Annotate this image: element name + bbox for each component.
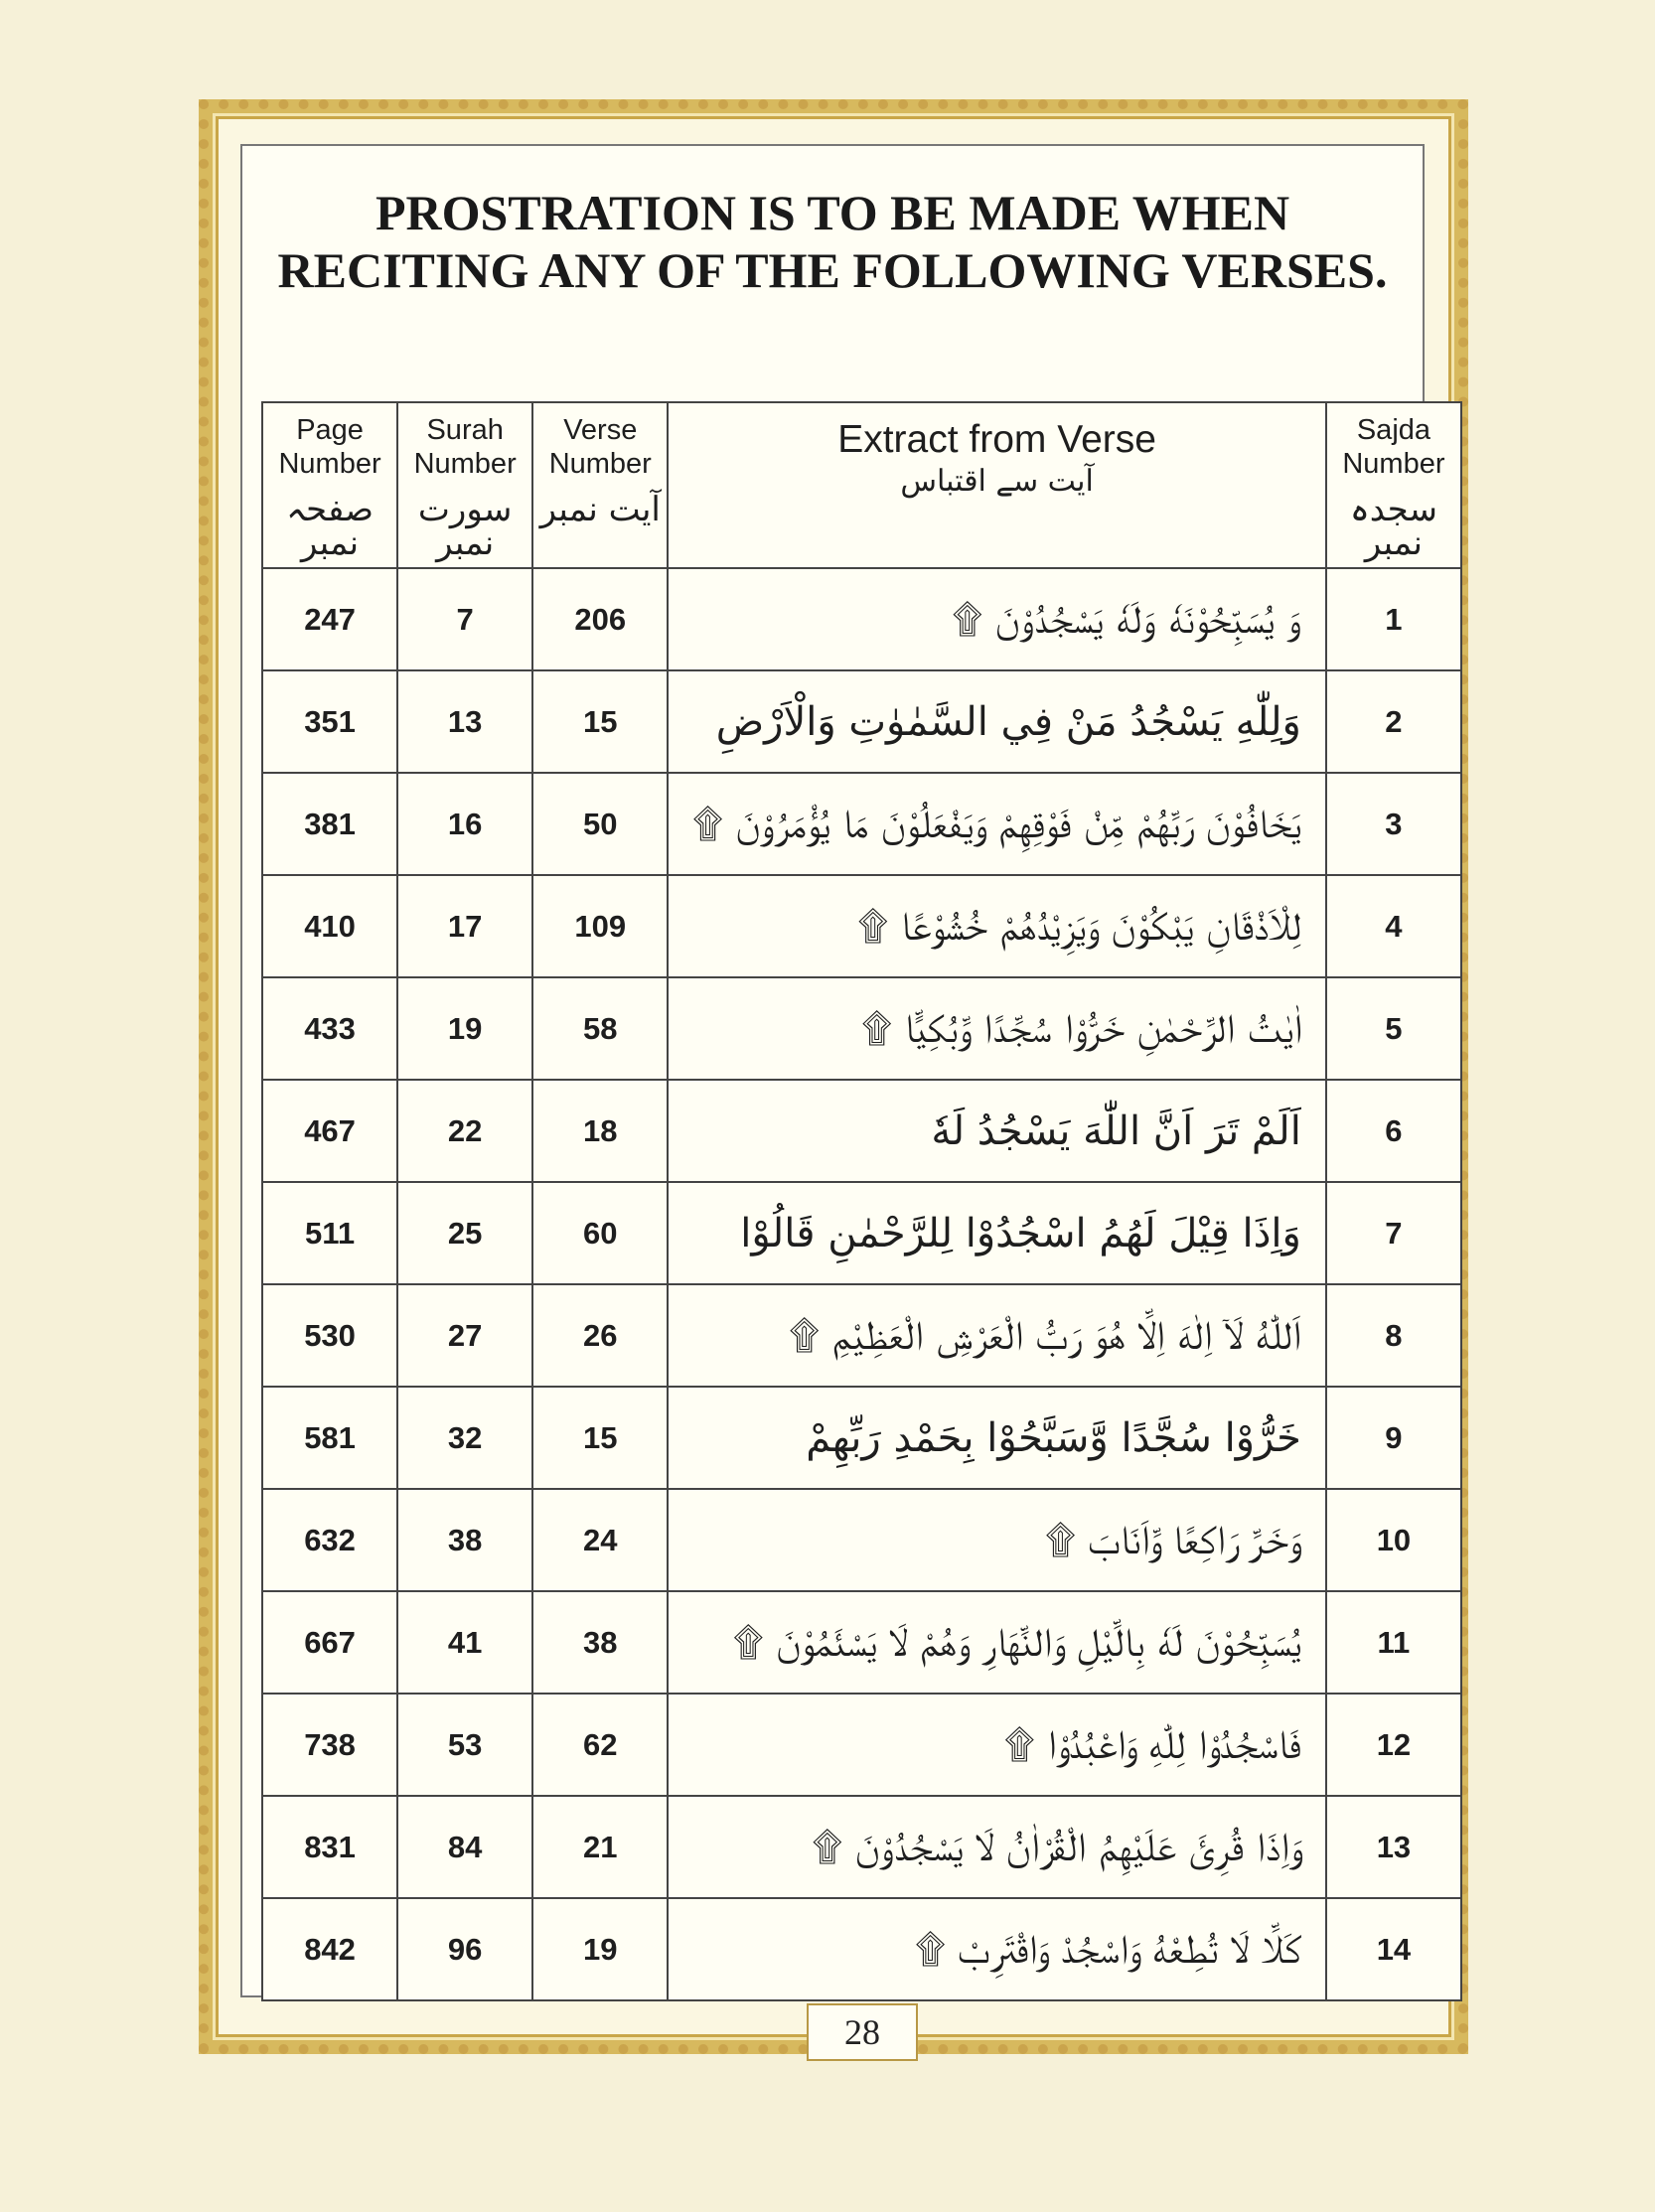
verse-number-cell: 26	[532, 1284, 668, 1387]
surah-number-cell: 96	[397, 1898, 532, 2000]
verse-number-cell: 62	[532, 1694, 668, 1796]
sajda-table	[261, 401, 1462, 2001]
header-verse-label-2: Number	[548, 448, 652, 480]
header-page-label-2: Number	[278, 448, 381, 480]
header-page-number	[262, 402, 397, 568]
verse-number-cell: 15	[532, 1387, 668, 1489]
table-row	[262, 1489, 1461, 1591]
page-number-cell: 667	[262, 1591, 397, 1694]
sajda-number-cell: 2	[1326, 670, 1461, 773]
surah-number-cell: 16	[397, 773, 532, 875]
table-row	[262, 1080, 1461, 1182]
verse-extract-cell: اَلَمْ تَرَ اَنَّ اللّٰهَ يَسْجُدُ لَهٗ	[668, 1080, 1326, 1182]
verse-number-cell: 19	[532, 1898, 668, 2000]
surah-number-cell: 22	[397, 1080, 532, 1182]
table-row	[262, 568, 1461, 670]
verse-number-cell: 21	[532, 1796, 668, 1898]
sajda-number-cell: 6	[1326, 1080, 1461, 1182]
table-row	[262, 670, 1461, 773]
verse-number-cell: 50	[532, 773, 668, 875]
verse-extract-cell: كَلَّا لَا تُطِعْهُ وَاسْجُدْ وَاقْتَرِبْ ۩	[668, 1898, 1326, 2000]
surah-number-cell: 7	[397, 568, 532, 670]
verse-extract-cell: وَاِذَا قِيْلَ لَهُمُ اسْجُدُوْا لِلرَّحْمٰنِ قَالُوْا	[668, 1182, 1326, 1284]
sajda-number-cell: 8	[1326, 1284, 1461, 1387]
header-verse-number	[532, 402, 668, 568]
verse-extract-cell: اَللّٰهُ لَاۤ اِلٰهَ اِلَّا هُوَ رَبُّ الْعَرْشِ الْعَظِيْمِ ۩	[668, 1284, 1326, 1387]
verse-extract-cell: وَلِلّٰهِ يَسْجُدُ مَنْ فِي السَّمٰوٰتِ وَالْاَرْضِ	[668, 670, 1326, 773]
page-title	[240, 184, 1425, 299]
sajda-number-cell: 5	[1326, 977, 1461, 1080]
table-row	[262, 1182, 1461, 1284]
header-surah-label-2: Number	[413, 448, 517, 480]
header-sajda-label-2: Number	[1342, 448, 1445, 480]
title-line-2: RECITING ANY OF THE FOLLOWING VERSES.	[277, 242, 1388, 298]
sajda-number-cell: 4	[1326, 875, 1461, 977]
header-sajda-label-1: Sajda	[1356, 414, 1431, 446]
verse-extract-cell: اٰيٰتُ الرَّحْمٰنِ خَرُّوْا سُجَّدًا وَّبُكِيًّا ۩	[668, 977, 1326, 1080]
page-number-cell: 530	[262, 1284, 397, 1387]
header-surah-number	[397, 402, 532, 568]
page-number-cell: 433	[262, 977, 397, 1080]
sajda-number-cell: 3	[1326, 773, 1461, 875]
header-verse-urdu: آیت نمبر	[539, 490, 661, 529]
sajda-number-cell: 13	[1326, 1796, 1461, 1898]
header-verse-label-1: Verse	[563, 414, 638, 446]
page-number-cell: 381	[262, 773, 397, 875]
table-row	[262, 1387, 1461, 1489]
page-number-cell: 351	[262, 670, 397, 773]
table-row	[262, 1796, 1461, 1898]
surah-number-cell: 13	[397, 670, 532, 773]
header-extract-label: Extract from Verse	[837, 418, 1156, 461]
table-row	[262, 875, 1461, 977]
surah-number-cell: 84	[397, 1796, 532, 1898]
verse-number-cell: 18	[532, 1080, 668, 1182]
surah-number-cell: 53	[397, 1694, 532, 1796]
verse-number-cell: 206	[532, 568, 668, 670]
header-page-urdu: صفحہ نمبر	[286, 490, 375, 563]
page-number-cell: 467	[262, 1080, 397, 1182]
page-number: 28	[807, 2003, 918, 2061]
verse-number-cell: 109	[532, 875, 668, 977]
header-sajda-urdu: سجدہ نمبر	[1349, 490, 1438, 563]
table-row	[262, 1694, 1461, 1796]
sajda-number-cell: 10	[1326, 1489, 1461, 1591]
surah-number-cell: 25	[397, 1182, 532, 1284]
verse-number-cell: 58	[532, 977, 668, 1080]
verse-extract-cell: يَخَافُوْنَ رَبَّهُمْ مِّنْ فَوْقِهِمْ وَيَفْعَلُوْنَ مَا يُؤْمَرُوْنَ ۩	[668, 773, 1326, 875]
page-number-cell: 632	[262, 1489, 397, 1591]
table-row	[262, 773, 1461, 875]
verse-extract-cell: فَاسْجُدُوْا لِلّٰهِ وَاعْبُدُوْا ۩	[668, 1694, 1326, 1796]
page-number-cell: 842	[262, 1898, 397, 2000]
page-number-cell: 247	[262, 568, 397, 670]
sajda-number-cell: 14	[1326, 1898, 1461, 2000]
verse-extract-cell: وَاِذَا قُرِئَ عَلَيْهِمُ الْقُرْاٰنُ لَا يَسْجُدُوْنَ ۩	[668, 1796, 1326, 1898]
verse-extract-cell: يُسَبِّحُوْنَ لَهٗ بِالَّيْلِ وَالنَّهَارِ وَهُمْ لَا يَسْئَمُوْنَ ۩	[668, 1591, 1326, 1694]
surah-number-cell: 27	[397, 1284, 532, 1387]
surah-number-cell: 41	[397, 1591, 532, 1694]
table-row	[262, 1591, 1461, 1694]
verse-extract-cell: خَرُّوْا سُجَّدًا وَّسَبَّحُوْا بِحَمْدِ رَبِّهِمْ	[668, 1387, 1326, 1489]
surah-number-cell: 17	[397, 875, 532, 977]
table-body	[262, 568, 1461, 2000]
page-number-cell: 410	[262, 875, 397, 977]
header-extract	[668, 402, 1326, 568]
table-row	[262, 977, 1461, 1080]
verse-number-cell: 15	[532, 670, 668, 773]
sajda-number-cell: 11	[1326, 1591, 1461, 1694]
page-number-cell: 831	[262, 1796, 397, 1898]
header-surah-urdu: سورت نمبر	[417, 490, 513, 563]
page-number-cell: 738	[262, 1694, 397, 1796]
sajda-number-cell: 12	[1326, 1694, 1461, 1796]
header-surah-label-1: Surah	[426, 414, 504, 446]
verse-extract-cell: وَخَرَّ رَاكِعًا وَّاَنَابَ ۩	[668, 1489, 1326, 1591]
header-page-label-1: Page	[296, 414, 364, 446]
verse-number-cell: 38	[532, 1591, 668, 1694]
surah-number-cell: 32	[397, 1387, 532, 1489]
verse-number-cell: 60	[532, 1182, 668, 1284]
verse-extract-cell: وَ يُسَبِّحُوْنَهٗ وَلَهٗ يَسْجُدُوْنَ ۩	[668, 568, 1326, 670]
header-sajda-number	[1326, 402, 1461, 568]
title-line-1: PROSTRATION IS TO BE MADE WHEN	[375, 185, 1290, 240]
surah-number-cell: 38	[397, 1489, 532, 1591]
page-number-cell: 511	[262, 1182, 397, 1284]
sajda-number-cell: 9	[1326, 1387, 1461, 1489]
sajda-number-cell: 1	[1326, 568, 1461, 670]
table-row	[262, 1284, 1461, 1387]
table-row	[262, 1898, 1461, 2000]
verse-number-cell: 24	[532, 1489, 668, 1591]
table-header-row	[262, 402, 1461, 568]
header-extract-urdu: آیت سے اقتباس	[900, 464, 1094, 499]
sajda-number-cell: 7	[1326, 1182, 1461, 1284]
surah-number-cell: 19	[397, 977, 532, 1080]
verse-extract-cell: لِلْاَذْقَانِ يَبْكُوْنَ وَيَزِيْدُهُمْ خُشُوْعًا ۩	[668, 875, 1326, 977]
page-number-cell: 581	[262, 1387, 397, 1489]
